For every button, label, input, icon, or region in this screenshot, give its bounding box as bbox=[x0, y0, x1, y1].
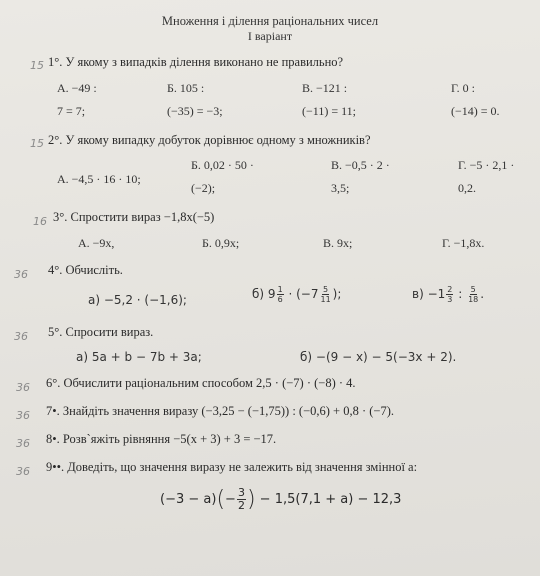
q2-option-c-line1: В. −0,5 · 2 · bbox=[331, 158, 390, 172]
q4-part-b: б) 9 $\frac{1}{6}$ · (−7 $\frac{5}{11}$ ); bbox=[252, 285, 342, 304]
q3-option-c: В. 9x; bbox=[323, 236, 353, 250]
q2-option-b-line1: Б. 0,02 · 50 · bbox=[191, 158, 254, 172]
margin-mark: 15 bbox=[30, 137, 44, 150]
margin-mark: 15 bbox=[30, 59, 44, 72]
page-title: Множення і ділення раціональних чисел bbox=[161, 14, 379, 28]
q1-option-a-line2: 7 = 7; bbox=[57, 104, 86, 118]
margin-mark: 36 bbox=[16, 381, 30, 394]
margin-mark: 36 bbox=[14, 268, 28, 281]
margin-mark: 16 bbox=[33, 215, 47, 228]
q3-option-a: А. −9x, bbox=[78, 236, 115, 250]
q1-option-d-line1: Г. 0 : bbox=[451, 81, 475, 95]
q5-part-a: а) 5a + b − 7b + 3a; bbox=[76, 350, 202, 364]
q2-option-a: А. −4,5 · 16 · 10; bbox=[57, 172, 141, 186]
q1-option-c-line1: В. −121 : bbox=[302, 81, 348, 95]
q5-part-b: б) −(9 − x) − 5(−3x + 2). bbox=[300, 350, 457, 364]
question-5-text: 5°. Спросити вираз. bbox=[48, 325, 154, 339]
q9-expression: (−3 − a)(− $\frac{3}{2}$ ) − 1,5(7,1 + a) − 12,3 bbox=[160, 486, 402, 512]
q3-option-b: Б. 0,9x; bbox=[202, 236, 240, 250]
question-7-text: 7•. Знайдіть значення виразу (−3,25 − (−1,75)) : (−0,6) + 0,8 · (−7). bbox=[46, 404, 394, 418]
question-8-text: 8•. Розв`яжіть рівняння −5(x + 3) + 3 = −17. bbox=[46, 432, 277, 446]
q3-option-d: Г. −1,8x. bbox=[442, 236, 485, 250]
q2-option-c-line2: 3,5; bbox=[331, 181, 350, 195]
margin-mark: 36 bbox=[16, 437, 30, 450]
q1-option-d-line2: (−14) = 0. bbox=[451, 104, 500, 118]
q2-option-d-line1: Г. −5 · 2,1 · bbox=[458, 158, 515, 172]
question-6-text: 6°. Обчислити раціональним способом 2,5 · (−7) · (−8) · 4. bbox=[46, 376, 356, 390]
q1-option-b-line1: Б. 105 : bbox=[167, 81, 205, 95]
question-3-text: 3°. Спростити вираз −1,8x(−5) bbox=[53, 210, 215, 224]
question-2-text: 2°. У якому випадку добуток дорівнює одному з множників? bbox=[48, 133, 371, 147]
question-1-text: 1°. У якому з випадків ділення виконано не правильно? bbox=[48, 55, 344, 69]
question-9-text: 9••. Доведіть, що значення виразу не залежить від значення змінної a: bbox=[46, 460, 418, 474]
q1-option-a-line1: А. −49 : bbox=[57, 81, 97, 95]
q4-part-c: в) −1 $\frac{2}{3}$ : $\frac{5}{18}$ . bbox=[412, 285, 485, 304]
margin-mark: 36 bbox=[16, 409, 30, 422]
q2-option-b-line2: (−2); bbox=[191, 181, 216, 195]
q1-option-b-line2: (−35) = −3; bbox=[167, 104, 223, 118]
q2-option-d-line2: 0,2. bbox=[458, 181, 476, 195]
variant-label: І варіант bbox=[247, 29, 293, 43]
margin-mark: 36 bbox=[14, 330, 28, 343]
q4-part-a: а) −5,2 · (−1,6); bbox=[88, 293, 187, 307]
margin-mark: 36 bbox=[16, 465, 30, 478]
question-4-text: 4°. Обчисліть. bbox=[48, 263, 123, 277]
q1-option-c-line2: (−11) = 11; bbox=[302, 104, 356, 118]
